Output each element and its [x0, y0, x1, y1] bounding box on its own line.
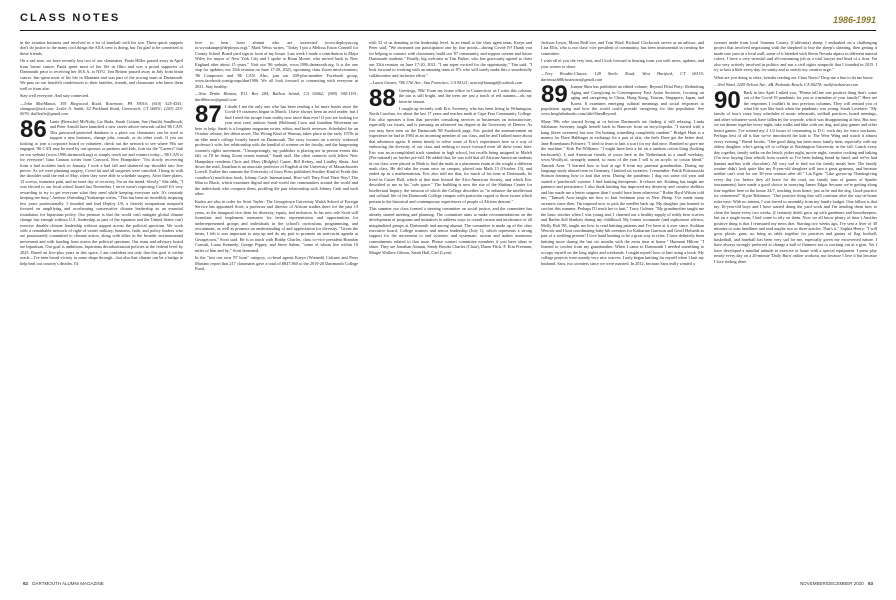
magazine-name: DARTMOUTH ALUMNI MAGAZINE [32, 581, 104, 586]
class-years-range: 1986-1991 [832, 15, 876, 25]
paragraph: On a sad note, we have recently lost two of our classmates. Paula Hilfer passed away in April from breast cancer. Paula spent most of her life in Ohio and was a proud supporter of Dartmouth prior to receiving her M.S.A. at NYU. Jim Britton passed away in July from brain cancer. Jim spent most of his life in Montana and was part of the rowing team at Dartmouth. We pass on our heartfelt condolences to their families, friends, and classmates who knew them well or from afar. [20, 58, 183, 91]
paragraph: Stay well everyone. And stay connected. [20, 93, 90, 99]
class-year-dropcap: 86 [20, 115, 47, 143]
paragraph: What are you doing to relax, besides reading our Class Notes? Drop me a line to let me know. [714, 74, 874, 80]
paragraph: Lanie (Bertsche) McNulty, Liz Buda, Sarah Cottam, Sue (Smith) Sandbrook, and Peter Arnold have launched a new career advice network called '86 CAN. This password-protected database is a place our classmates can be used to support a new business, change jobs, consult, or do other work. If you are looking to join a corporate board or volunteer, check out the network to see where '86s are engaged. '86 CAN may be used by our spouses or partners and kids, Join via the "Careers" link on our website (www.1986.dartmouth.org) or simply reach out and connect today—'86 CAN is for everyone! Gina Cannon writes from Concord, New Hampshire: "I'm slowly recovering from a bad accident back in January. I took a bad fall and shattered my shoulder into five pieces. As we were planning surgery, Covid hit and all surgeries were canceled. I hung in with the shoulder until the end of May, when they were able to schedule surgery. After three plates, 13 screws, immense pain, and an extra day of recovery, I'm on the mend. Slowly." She adds, "I was elected to our local school board last November. I serve wasn't expecting Covid! It's very rewarding to try to get everyone what they need while keeping everyone safe. It's certainly keeping me busy." Andrew (Strimling) Yoakampe writes, "This has been an incredibly inspiring few years professionally. I founded and lead Deploy US, a fiercely nonpartisan nonprofit focused on amplifying and accelerating conservative climate leadership as an essential foundation for bipartisan policy. Our premise is that the world can't mitigate global climate change fast enough without U.S. leadership as part of the equation and the United States can't exercise durable climate leadership without support across the political spectrum. We work with a remarkable network of right-of-center military, business, faith, and policy leaders who are passionately committed to climate action, along with allies in the broader environmental movement and with funding from across the political spectrum. Our team and advisory board are bipartisan. Our goal is ambitious, bipartisan decarbonization policies at the federal level by 2025. Based on five-plus years in this space, I am confident not only that this goal is within reach—I've seen broad victory in some shape through—but also that climate can be a bridge to help heal our country's divides. I'd [20, 118, 183, 266]
footer-left [20, 581, 104, 586]
correspondent-signature: —John MacManus, 195 Ringwood Road, Rosemont, PA 19010; (610) 525-4541; slamgoat@aol.com; Leslie A. Smith, 52 Parkland Road, Greenwich, CT 06831; (203) 253-0076; dalileslie@gmail.com [20, 100, 183, 117]
column-3 [369, 40, 532, 572]
paragraph: love to hear from alumni who are interested (www.deployus.org or.wyoakampe@deployus.org)." Mark Weiss writes, "Today I put a Melissa Eaton Connell for County School Board yard sign in front of my house. Last week I made a contribution to Maya Wiley for mayor of New York City and I spoke to Brian Moore, who moved back to New England after about 15 years." Visit our '86 website, www.1986.dartmouth.org. It is the one stop for updates; our 35th reunion on June 17-20, 2021; upcoming class Zoom mini-reunions; '86 Composers and '86 CAN. Also, join our 200-plus-member Facebook group, www.facebook.com/groups/dart1986. We all look forward to connecting with everyone in 2021. Stay healthy. [195, 40, 358, 89]
page-footer [20, 578, 876, 592]
paragraph: I wish all of you the very best, and I look forward to hearing from you with news, updates, and your stories to share. [541, 58, 704, 69]
correspondent-signature: —Ned Ward, 2209 Nelson Ave., #B, Redondo Beach, CA 90278; ned@nedsnews.com [714, 82, 859, 88]
class-89-notes [541, 81, 704, 117]
class-87-notes [195, 100, 358, 197]
page-header [0, 0, 896, 40]
issue-date: NOVEMBER/DECEMBER 2020 [799, 581, 864, 586]
class-88-notes [369, 84, 532, 112]
paragraph: In the "tost our own '87 horn" category, co-head agents Karyn (Wienedi) Calcano and Peter Mariano report that 217 classmates gave a total of $847,860 to the 2019-20 Dartmouth College Fund, [195, 255, 358, 272]
paragraph: Jackson Lewis, Moira RedCorn, and Tom Ward. Richard Clockwork serves as an advisor, and Lisa Ellis, who is our class' vice president of community, has been instrumental in creating the committee. [541, 40, 704, 56]
paragraph: I caught up recently with Eric Sweeney, who has been living in Wilmington, North Carolina, for about the last 17 years and teaches math at Cape Fear Community College. Eric also operates a firm that provides consulting services to businesses on infrastructure, especially tax issues, and is pursuing an advanced tax degree at the University of Denver. As you may have seen on the Dartmouth '88 Facebook page, Eric posted the announcement an experience he had in 1984 as an incoming member of our class, and he and I talked more about that adventure again. It seems timely to relive some of Eric's experiences here as a way of embracing the diversity of our class and seeking to move forward even all these years later. Eric was an accomplished track standout in high school, but recalls being assigned to Mafeli (Pre-rational) on further pre-fall. He added that, he was told that all African-American students in our class were placed in Math to find the math in a placement exam at the sought a different math class. He did take the exam once on campus, placed into Math 13 (October 13), and ended up as a mathematician. Eric also told me that, for much of his time at Dartmouth, he lived in Cutter Hall, which at that time housed the Afro-American Society, and which Eric described to me as his "safe space." The building is now the site of the Shabazz Center for Intellectual Inquiry, the mission of which the College describes as "to enhance the intellectual and cultural life of the Dartmouth College campus with particular regard to those issues which pertain to the historical and contemporary experiences of people of African descent." [369, 105, 532, 204]
correspondent-signature: —Laura Gasner, 746 17th Ave., San Francisco, CA 94121; neariofilaunagd@outlook.com [369, 80, 523, 86]
header-divider [20, 30, 876, 31]
column-5 [714, 40, 877, 572]
paragraph: with 52 of us donating at the leadership level. In an email to the class agent team, Karyn and Peter said, "We increased our participation rate by four points—during Covid-19! Thank you for helping to connect with classmates, build our '87 community, and support current and future Dartmouth students." Finally, big welcome to Tim Parker, who has graciously agreed to chair our 35th reunion on June 17-20, 2021. "I am super excited for the opportunity," Tim said. "I look forward to working with an amazing team of 87s who will surely make this a wonderfully collaborative and inclusive effort." [369, 40, 532, 78]
class-year-dropcap: 88 [369, 84, 396, 112]
page-number-left: 62 [23, 581, 29, 586]
section-title: CLASS NOTES [20, 12, 121, 24]
paragraph: in the aviation business and involved in a lot of baseball with his son. These quick snippets don't do justice to the many cool things the AXA crew is doing, but I'm glad to be connected to these friends. [20, 40, 183, 56]
page-number-right: 63 [867, 581, 873, 586]
correspondent-signature: —Nan Drake Hanton, P.O. Box 284, Balboa Island, CA 92662; (949) 500-1191; dart86news@gmail.com [195, 91, 358, 102]
class-year-dropcap: 87 [195, 100, 222, 128]
paragraph: This summer our class formed a steering committee on social justice, and the committee has already started meeting and planning. The committee aims to make recommendations on the development of programs and initiatives to address ways to curtail racism and intolerance of all marginalized groups at Dartmouth and among alumni. The committee is made up of the class executive board, College trustees and senior leadership (July 1), which represents a strong support for the movement to end systemic and systematic racism and makes numerous commitments related to that issue. Please contact committee members if you have ideas to share. They are Jonathan Aitman, Sandy Brooks Charles (Chair), Daren Fitch, F. Erin Freeman, Margie Wallace Gibson, Sarah Hall, Carl (Lyon) [369, 206, 532, 255]
paragraph: Back in late April I asked you, "Please tell me one positive thing that's come out of the Covid-19 pandemic for you or a member of your family!" Here are the responses I couldn't fit into previous columns. They will remind you of what life was like back when the pandemic was young. Sarah Lovelace: "My family of four's crazy busy schedules of music rehearsals, softball practices, board meetings, and other volunteer work have fallen by the wayside, which was disappointing at first. But now we eat dinner together every night, take walks and bike with our dog, and play games and other board games. I've trained my 2 1/2 hours of commuting to D.C. each day for extra workouts. Perhaps best of all is that we've introduced the kids to The West Wing and watch it almost every evening." Bread Jacobs: "One good thing has been more family time, especially with my oldest daughter, who's going off to college at Washington University in the fall. Lunch every day together, family walks on the beach, poker night, movie night, creative cooking and baking (I'm now buying flour rebuilt from scratch so I've been baking bread by hand, and we've had banana muffins with chocolate). All very sad to find out the family meals here. The family routine didn't look quite like my 8-year-old daughter will turn a great gymnast, and because neither can't wait for our 30-year reunion after all." Lin Egan: "Like grown-up Thanksgiving every day (or: before they all leave for the road, our family tons of games of Spades tournaments) have made a good choice in marrying James Edgar because we're getting along fine together here in the house 24/7, teaching from home, just as he and the dog. Good practice for retirement!" Kyrie Robinson: "One positive thing that will continue after the stay-at-home rules ease: With no interns, I was forced to assembly from my family budget. One fallout is that my 16-year-old boys and I have started doing the yard work and I'm trending them how to clean the house every two weeks. (I certainly didn't grow up with gardeners and housekeepers, but on a single mom, I had come to rely on them. Now we all know plenty of time.) Another positive thing is that I reinstated my news diet. Starting two weeks ago, I've sent a fiver of 30 minutes to scan headlines and read maybe two or three articles. That's it." Sophia Henry: "I will grow plastic guns, no bring us table together for practices and games of flag football, basketball, and baseball has been very sad for me, especially given my extroverted nature. I have always strongly preferred to change a ball of flatmore not to working out at a gym. Yet I have developed a mindful attitude to exercise at home with a special equipment. I press play nearly every day on a 20-minute 'Daily Burn' online workout, not because I love it but because I love feeling done [714, 89, 877, 264]
paragraph: sweater made from local Sonoma County (California) sheep, I embarked on a challenging project that involved negotiating with the shepherd to buy the sheep's shearing, then getting it made into yarn in a local mill, some of it blended with Sierra Nevada alpaca in different natural colors. I have a very stressful and all-consuming job as a trial lawyer and head of a firm. I'm also very actively involved in politics and run a civil rights nonprofit that I founded in 2015. I try to knit a little every day for sanity and to satisfy my creative urge." [714, 40, 877, 73]
paragraph: I doubt I am the only one who has been reading a lot more books since the Covid-19 craziness began in March. I have always been an avid reader, but I find I need the escape from reality now more than ever! If you are looking for your next read, authors Sarah (Heilman) Crow and Jonathan Silverman are here to help. Sarah is a longtime magazine writer, editor, and book reviewer. Scheduled for an October release, her debut novel, The Wrong Kind of Woman, takes place in the early 1970s in an elite men's college loosely based on Dartmouth. The story focuses on a newly widowed professor's wife, her relationship with the handful of women on the faculty, and the burgeoning women's rights movement. "Unsurprisingly, my publisher is placing me in person events this fall, so I'll be doing Zoom events instead," Sarah said. She often connects with fellow New Hampshire residents Chris and Mary (Ridgley) Carter, Bill Kelsey, and Lindley Shutz. Just down the road, Jonathan is an associate professor of English at the University of Massachusetts Lowell. Earlier this summer the University of Iowa Press published Another Kind of Freak (his coauthor's) nonfiction book, Johnny Cash: International. How will They Find Their Way? The Man in Black, which examines digital and real-world fan communities around the world and the individuals who compose them, profiling the pair relationship with Johnny Cash and each other. [195, 103, 358, 197]
class-year-dropcap: 89 [541, 81, 568, 109]
class-year-dropcap: 90 [714, 86, 741, 114]
class-90-notes [714, 86, 877, 265]
class-86-notes [20, 115, 183, 266]
paragraph: Greetings, '88s! From my home office in Connecticut as I write this column, the sun is still bright, and the trees are just a touch of red autumn—oh, my favorite season. [398, 87, 532, 104]
column-2 [195, 40, 358, 572]
correspondent-signature: —Tory Wooditt-Chavez, 128 Steele Road, West Hartford, CT 06119; dartmouth88classnotes@gmail.com [541, 71, 704, 82]
paragraph: Joanne Shea has published an edited volume, Beyond Filial Piety: Rethinking Aging and Caregiving in Contemporary East Asian Societies, focusing on aging and caregiving in China, Hong Kong, Taiwan, Singapore, Japan, and Korea. It examines emerging cultural meanings and social responses to population aging and how the world could provide caregiving for this population. See www.berghahnbooks.com/title/SheaBeyond. [541, 84, 704, 117]
column-4 [541, 40, 704, 572]
paragraph: Many '89s who started living at or before Dartmouth are finding it still relaxing. Linda Salzhauer Sweeney taught herself back in Hanover from an encyclopedia. "I started with a bang (three sweaters) but now I'm hunting something completely random." Bridget Hunt is a mentor for Dave Baldinger in exchange for a pair of skis; she feels Dave got the better deal. Jane Rosenbaum Pohwert: "I tried to learn to knit a scarf for my dad once. Bombed so gave me the machine." Kirk Poi-Williams: "I might have knit a bit on a random cotton thing (looking backwards). I, and American friends of yours here in the Netherlands in a small weekday, www.Woolly.nl, strangely named, so most of the yarn I sell is on acrylic or cotton blend." Tamseh Azar: "I learned how to knit at age 8 from my paternal grandmother. During my language study abroad term in Germany, I knitted six sweaters. I remember: Patrik Polzinowski Stinson learning how to knit that term. During the pandemic I dug out some old yarn and started a 'patchwork' sweater. I find knitting therapeutic. It relaxes me. Knitting has taught me patience and persistence. I also think knitting has improved my dexterity and creative abilities and has made me a better surgeon than I would have been otherwise." Robin Byrd Wilson told me, "Tamseh Azar taught me how to knit freshman year in New Hemp. I've made many sweaters since then. I'm inspired now to pick the needles back up. My daughter just learned to crochet this summer. Perhaps I'll teach her to knit." Tracy Golmer: "My grandmother taught me the basic stitches when I was young and, I churned out a healthy supply of teddy bear scarves and Barbie doll blankets during my childhood. My former roommate (and sophomore advisor, Molly Holt '88, taught me how to read knitting patterns and I've been at it ever since. Siobhan Wescott and I knit coordinating baby bib sweaters for Katharine Garrison and Geoff Holstedt as part of a wedding present! I love hand knitting to be a great way to relax. I have definitely been knitting more during the last six months with the extra time at home." Harmoni Hilton: "I learned to crochet from my grandmother. When I came to Dartmouth I needed something to occupy myself on the long nights and weekends. I taught myself how to knit using a book. My college projects were mainly very nice scarves. I only began knitting for myself when I knit my husband. Sara, two sweaters since we were married. In 2012, because Sara really wanted a [541, 118, 704, 266]
column-1 [20, 40, 183, 572]
paragraph: Kudos are also in order for Scott Taylor: The Georgetown University Walsh School of Foreign Service has appointed Scott, a professor and director of African studies there for the past 13 years, as the inaugural vice dean for diversity, equity, and inclusion. In his new role Scott will formulate and implement measures for better representation and opportunities for underrepresented groups and individuals in the school's curriculum, programming, and recruitment, as well as promote an understanding of and appreciation for diversity. "Given the times, I felt it was important to step up and do my part to promote an anti-racist agenda at Georgetown," Scott said. He is in touch with Bobby Charles, class co-vice president Brandon Consult, Laura Kennedy, George Pippey, and Steve Salem, "some of whom live within 10 miles of him and by," Scott lamented. [195, 198, 358, 253]
footer-right [800, 581, 876, 586]
